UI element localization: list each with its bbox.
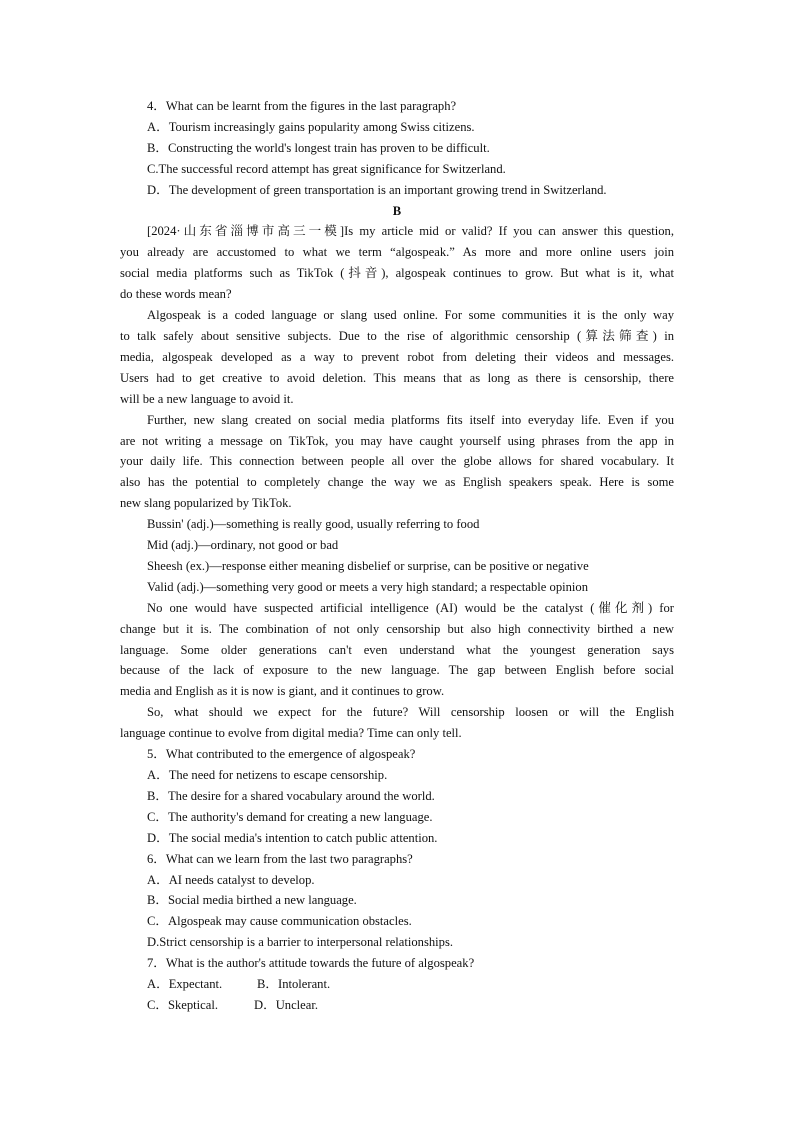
passage-p3-line: Further, new slang created on social media platforms fits itself into everyday life. Even if you xyxy=(147,412,674,427)
passage-p2-line: media, algospeak developed as a way to prevent robot from deleting their videos and messages. xyxy=(120,349,674,364)
question-7-option-d: D．Unclear. xyxy=(254,997,318,1012)
document-page xyxy=(120,96,674,1016)
question-4-option-a: A．Tourism increasingly gains popularity among Swiss citizens. xyxy=(147,119,475,134)
question-6-option-c: C．Algospeak may cause communication obstacles. xyxy=(147,914,412,929)
passage-p2-line: will be a new language to avoid it. xyxy=(120,391,294,406)
question-5-stem: 5．What contributed to the emergence of algospeak? xyxy=(147,747,416,762)
question-7-option-c: C．Skeptical. xyxy=(147,997,219,1012)
passage-p1-line: you already are accustomed to what we term “algospeak.” As more and more online users join xyxy=(120,245,674,260)
slang-item: Valid (adj.)—something very good or meets a very high standard; a respectable opinion xyxy=(147,579,589,594)
question-6-stem: 6．What can we learn from the last two paragraphs? xyxy=(147,851,413,866)
passage-p2-line: Users had to get creative to avoid deletion. This means that as long as there is censorship, there xyxy=(120,370,674,385)
passage-p4-line: change but it is. The combination of not only censorship but also high connectivity birthed a new xyxy=(120,621,674,636)
passage-p2-line: to talk safely about sensitive subjects. Due to the rise of algorithmic censorship (算法筛查) in xyxy=(120,328,674,343)
section-heading: B xyxy=(392,203,402,218)
question-7-options-row-2 xyxy=(120,995,674,1016)
passage-p4-line: No one would have suspected artificial intelligence (AI) would be the catalyst (催化剂) for xyxy=(147,600,674,615)
question-7-option-a: A．Expectant. xyxy=(147,977,223,992)
slang-item: Sheesh (ex.)—response either meaning disbelief or surprise, can be positive or negative xyxy=(147,558,589,573)
question-4-option-d: D．The development of green transportation is an important growing trend in Switzerland. xyxy=(147,182,607,197)
passage-p3-line: new slang popularized by TikTok. xyxy=(120,496,292,511)
question-4-stem: 4．What can be learnt from the figures in the last paragraph? xyxy=(147,99,457,113)
question-4-option-c: C.The successful record attempt has great significance for Switzerland. xyxy=(147,161,506,176)
passage-p2-line: Algospeak is a coded language or slang used online. For some communities it is the only way xyxy=(147,308,674,323)
question-4-option-b: B．Constructing the world's longest train has proven to be difficult. xyxy=(147,140,490,155)
question-6-option-b: B．Social media birthed a new language. xyxy=(147,893,357,908)
passage-p5-line: language continue to evolve from digital media? Time can only tell. xyxy=(120,726,462,741)
question-5-option-d: D．The social media's intention to catch public attention. xyxy=(147,830,438,845)
passage-p3-line: also has the potential to completely change the way we as English speakers speak. Here is some xyxy=(120,475,674,490)
passage-p3-line: are not writing a message on TikTok, you may have caught yourself using phrases from the app in xyxy=(120,433,674,448)
passage-p4-line: because of the lack of exposure to the new language. The gap between English before social xyxy=(120,663,674,678)
slang-item: Bussin' (adj.)—something is really good, usually referring to food xyxy=(147,517,480,532)
passage-p3-line: your daily life. This connection between people all over the globe allows for shared vocabulary. It xyxy=(120,454,674,469)
question-5-option-b: B．The desire for a shared vocabulary around the world. xyxy=(147,788,435,803)
passage-p4-line: language. Some older generations can't even understand what the youngest generation says xyxy=(120,642,674,657)
question-7-stem: 7．What is the author's attitude towards the future of algospeak? xyxy=(147,956,475,971)
passage-p4-line: media and English as it is now is giant, and it continues to grow. xyxy=(120,684,445,699)
question-7-options-row-1 xyxy=(120,974,674,995)
question-5-option-c: C．The authority's demand for creating a new language. xyxy=(147,809,433,824)
passage-p1-line: [2024·山东省淄博市高三一模]Is my article mid or valid? If you can answer this question, xyxy=(147,224,674,239)
question-6-option-d: D.Strict censorship is a barrier to interpersonal relationships. xyxy=(147,935,454,950)
question-6-option-a: A．AI needs catalyst to develop. xyxy=(147,872,315,887)
passage-p1-line: social media platforms such as TikTok (抖音), algospeak continues to grow. But what is it, what xyxy=(120,266,674,281)
question-7-option-b: B．Intolerant. xyxy=(257,977,331,992)
passage-p5-line: So, what should we expect for the future? Will censorship loosen or will the English xyxy=(147,705,674,720)
passage-p1-line: do these words mean? xyxy=(120,287,232,302)
slang-item: Mid (adj.)—ordinary, not good or bad xyxy=(147,538,339,553)
question-5-option-a: A．The need for netizens to escape censorship. xyxy=(147,768,388,782)
